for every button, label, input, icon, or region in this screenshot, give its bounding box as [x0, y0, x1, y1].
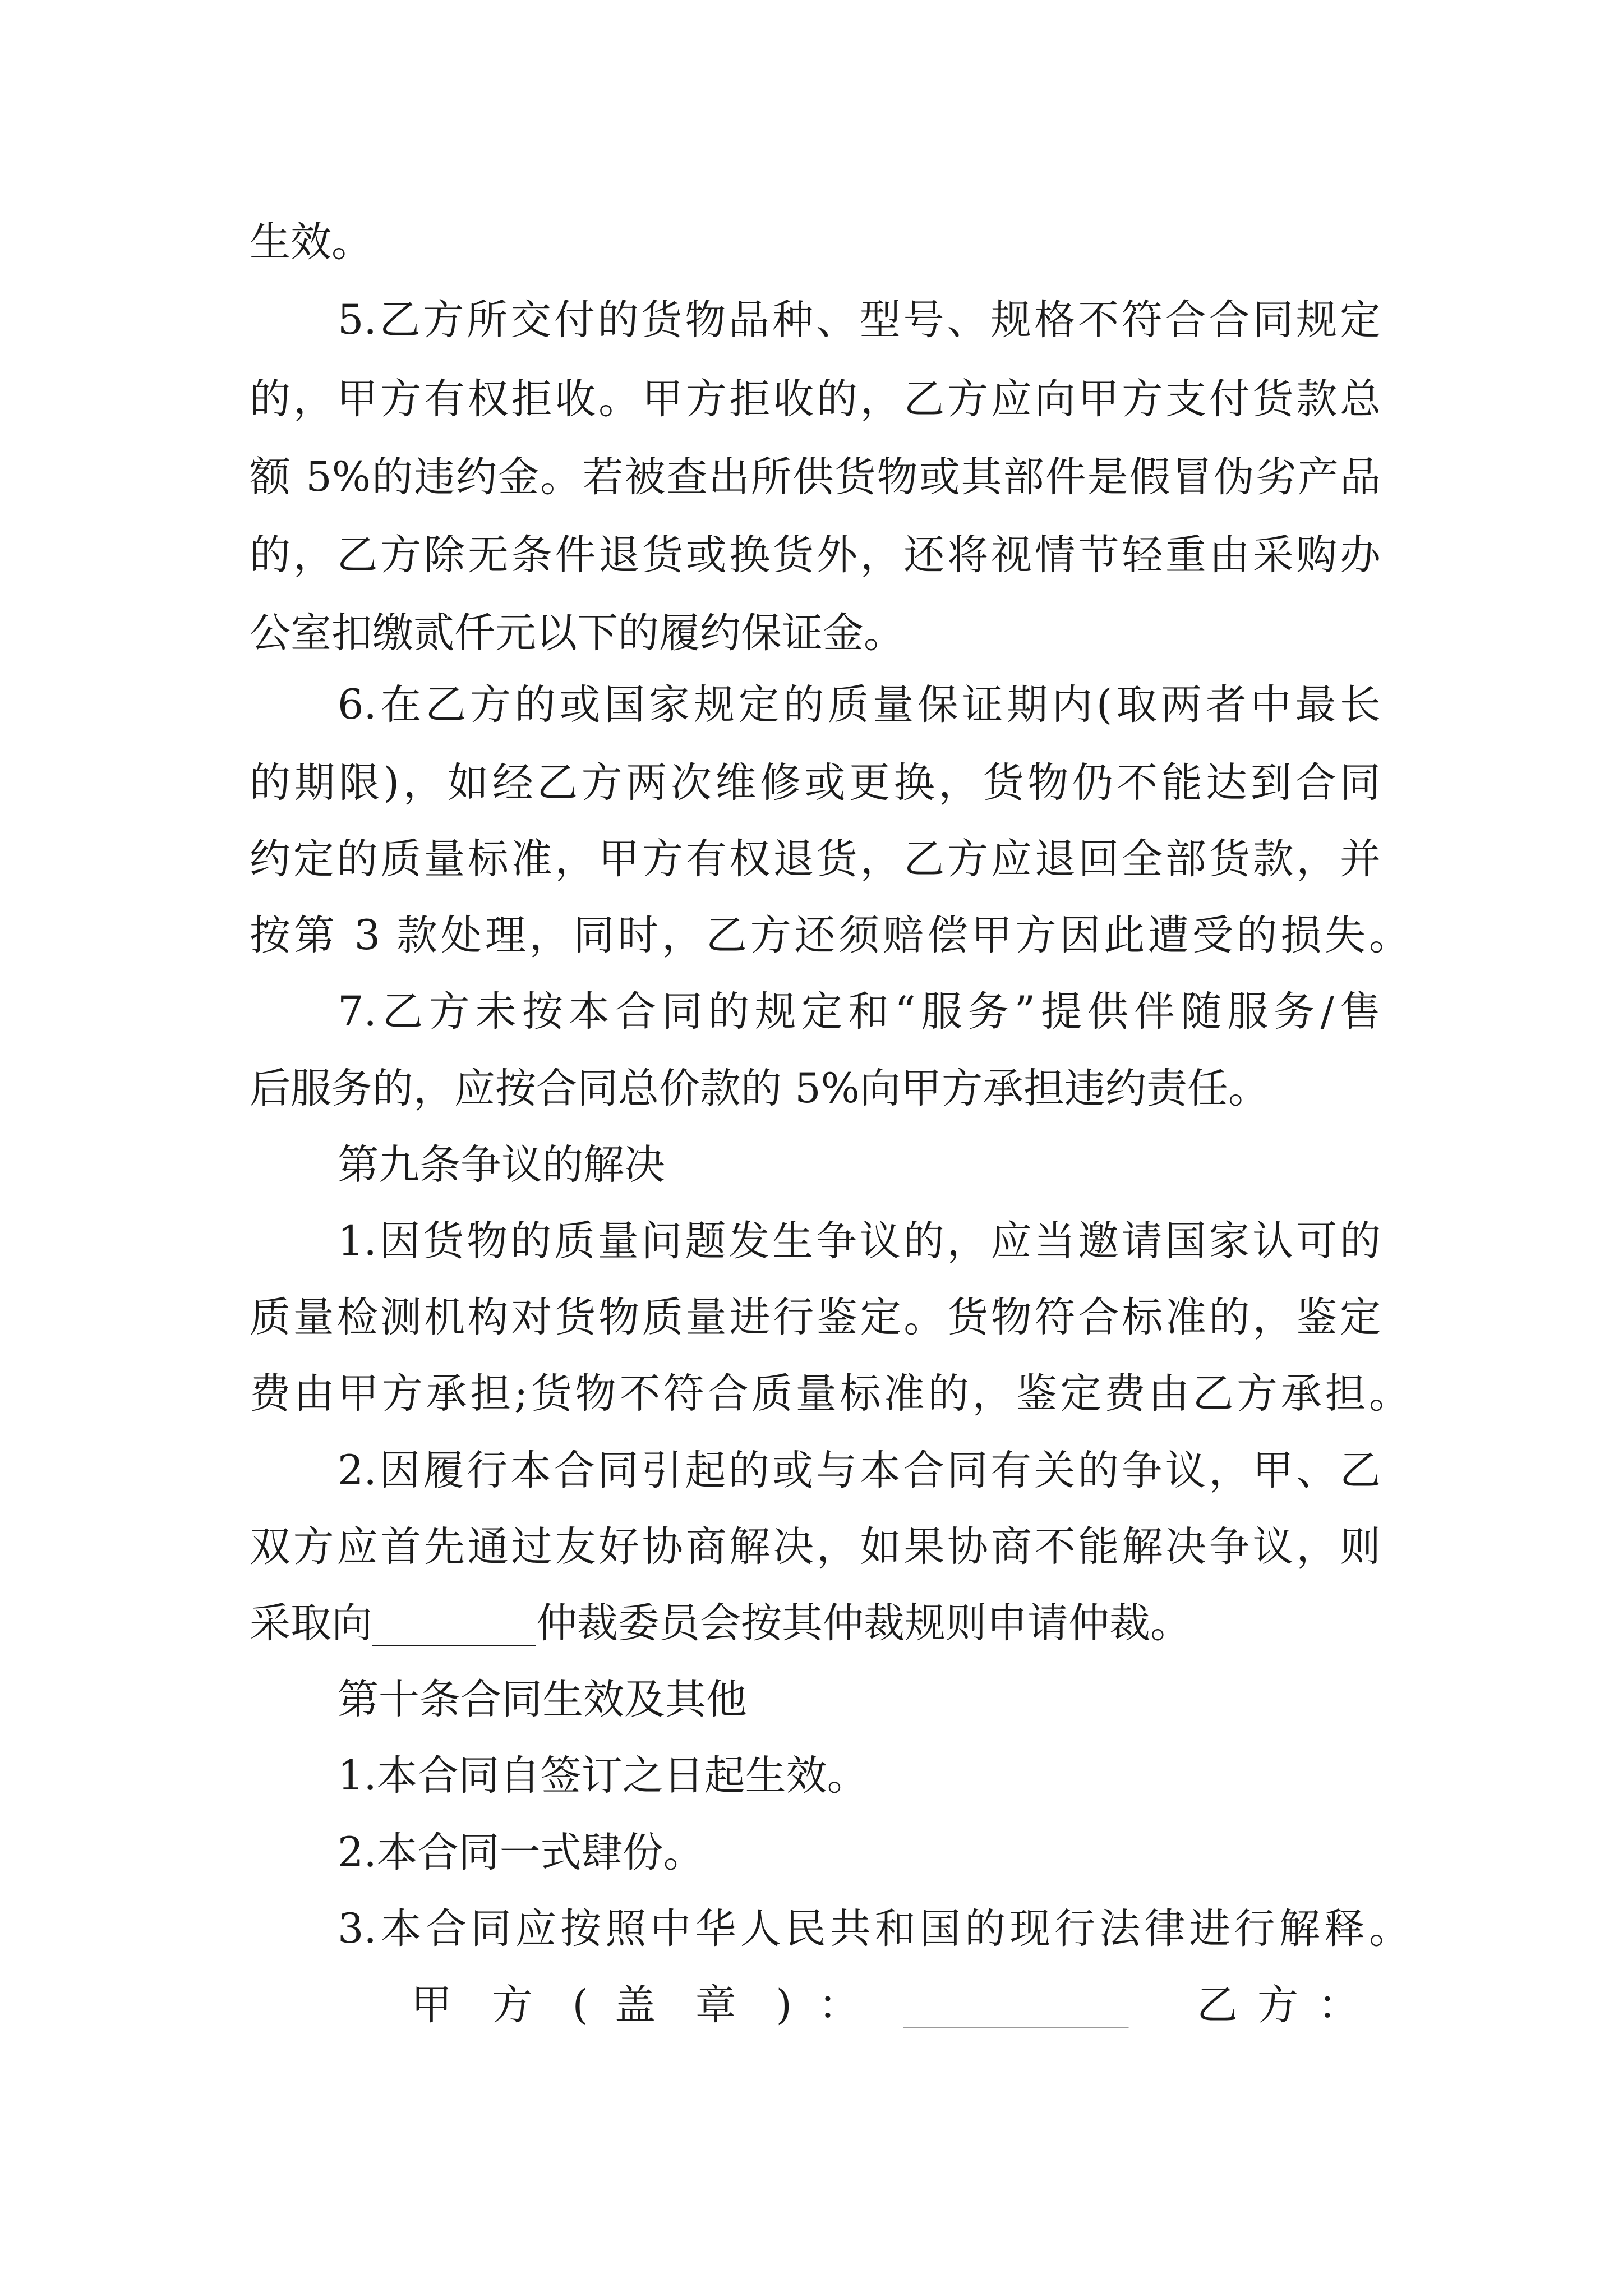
- text-line: 的，乙方除无条件退货或换货外，还将视情节轻重由采购办: [250, 531, 1381, 579]
- text-line: 2.因履行本合同引起的或与本合同有关的争议，甲、乙: [338, 1447, 1381, 1494]
- party-b-label: 乙 方 ：: [1197, 1981, 1359, 2029]
- text-line: 约定的质量标准，甲方有权退货，乙方应退回全部货款，并: [250, 835, 1381, 883]
- section-heading: 第十条合同生效及其他: [338, 1676, 747, 1723]
- text-line: 生效。: [250, 218, 372, 266]
- signature-blank: ___________: [903, 1981, 1129, 2029]
- text-line: 的期限)，如经乙方两次维修或更换，货物仍不能达到合同: [250, 759, 1381, 807]
- text-line: 7.乙方未按本合同的规定和“服务”提供伴随服务/售: [338, 988, 1381, 1036]
- text-line: 费由甲方承担;货物不符合质量标准的，鉴定费由乙方承担。: [250, 1370, 1410, 1418]
- text-line: 双方应首先通过友好协商解决，如果协商不能解决争议，则: [250, 1523, 1381, 1571]
- text-line: 质量检测机构对货物质量进行鉴定。货物符合标准的，鉴定: [250, 1294, 1381, 1341]
- text-line: 的，甲方有权拒收。甲方拒收的，乙方应向甲方支付货款总: [250, 375, 1381, 423]
- text-line: 后服务的，应按合同总价款的 5%向甲方承担违约责任。: [250, 1065, 1270, 1112]
- text-line: 2.本合同一式肆份。: [338, 1829, 704, 1876]
- text-line: 额 5%的违约金。若被查出所供货物或其部件是假冒伪劣产品: [250, 453, 1381, 501]
- text-line: 公室扣缴贰仟元以下的履约保证金。: [250, 609, 905, 657]
- text-line: 采取向________仲裁委员会按其仲裁规则申请仲裁。: [250, 1599, 1191, 1647]
- party-a-seal-label: 甲 方 ( 盖 章 ) ：: [411, 1981, 859, 2029]
- text-line: 1.本合同自签订之日起生效。: [338, 1752, 868, 1800]
- text-line: 按第 3 款处理，同时，乙方还须赔偿甲方因此遭受的损失。: [250, 912, 1410, 959]
- section-heading: 第九条争议的解决: [338, 1141, 665, 1189]
- text-line: 6.在乙方的或国家规定的质量保证期内(取两者中最长: [338, 681, 1381, 729]
- text-line: 1.因货物的质量问题发生争议的，应当邀请国家认可的: [338, 1217, 1381, 1265]
- text-line: 5.乙方所交付的货物品种、型号、规格不符合合同规定: [338, 296, 1381, 344]
- text-line: 3.本合同应按照中华人民共和国的现行法律进行解释。: [338, 1905, 1410, 1953]
